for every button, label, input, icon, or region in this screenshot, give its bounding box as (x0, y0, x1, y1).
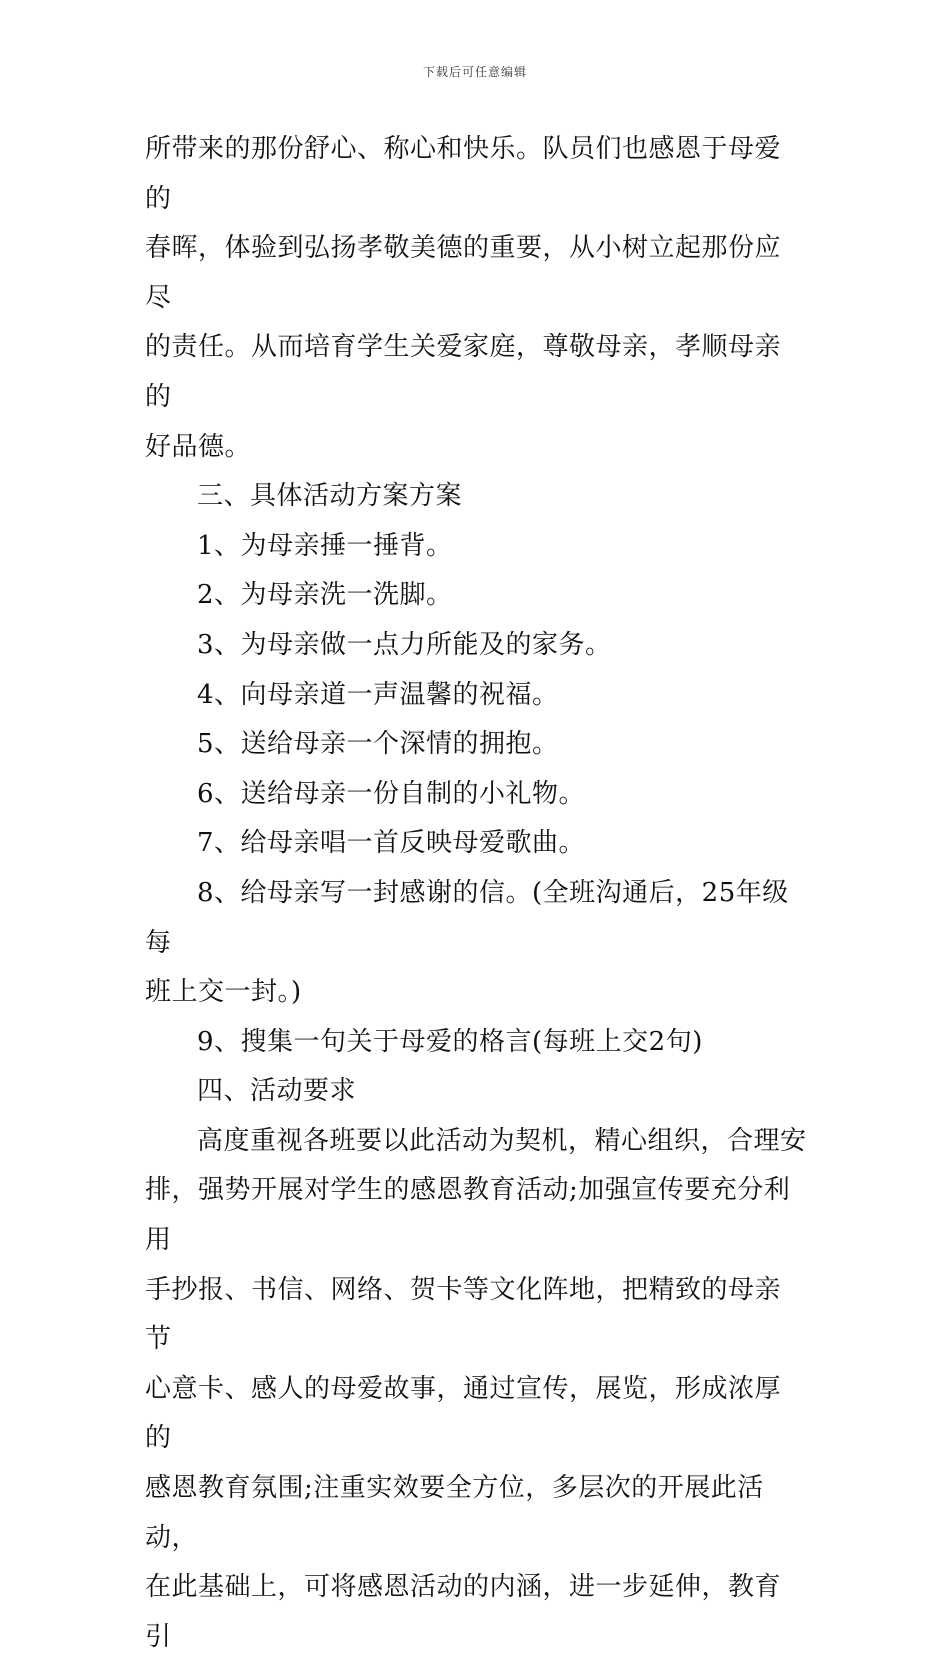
section-heading-activities: 三、具体活动方案方案 (197, 481, 463, 512)
list-item: 5、送给母亲一个深情的拥抱。 (197, 729, 559, 760)
requirements-paragraph (145, 1117, 807, 1662)
text-line: 心意卡、感人的母爱故事，通过宣传，展览，形成浓厚的 (145, 1373, 782, 1454)
text-line: 的责任。从而培育学生关爱家庭，尊敬母亲，孝顺母亲的 (145, 332, 782, 412)
section-heading-requirements: 四、活动要求 (197, 1076, 357, 1107)
list-item-letter (145, 869, 807, 1018)
text-line: 8、给母亲写一封感谢的信。(全班沟通后，25年级每 (145, 877, 789, 958)
list-item: 3、为母亲做一点力所能及的家务。 (197, 629, 612, 660)
text-line: 排，强势开展对学生的感恩教育活动;加强宣传要充分利用 (145, 1175, 791, 1256)
text-line: 手抄报、书信、网络、贺卡等文化阵地，把精致的母亲节 (145, 1274, 782, 1355)
text-line: 在此基础上，可将感恩活动的内涵，进一步延伸，教育引 (145, 1572, 782, 1652)
text-line: 班上交一封。) (145, 977, 302, 1008)
text-line: 所带来的那份舒心、称心和快乐。队员们也感恩于母爱的 (145, 134, 782, 214)
document-body (145, 125, 807, 1662)
list-item: 1、为母亲捶一捶背。 (197, 530, 453, 561)
page-header-note: 下载后可任意编辑 (422, 65, 527, 79)
intro-paragraph (145, 125, 807, 472)
list-item: 2、为母亲洗一洗脚。 (197, 580, 453, 611)
list-item-quote: 9、搜集一句关于母爱的格言(每班上交2句) (197, 1026, 703, 1057)
text-line: 感恩教育氛围;注重实效要全方位，多层次的开展此活动， (145, 1473, 764, 1553)
text-line: 高度重视各班要以此活动为契机，精心组织，合理安 (197, 1125, 807, 1156)
text-line: 好品德。 (145, 431, 252, 462)
text-line: 春晖，体验到弘扬孝敬美德的重要，从小树立起那份应尽 (145, 233, 782, 313)
list-item: 7、给母亲唱一首反映母爱歌曲。 (197, 828, 586, 859)
list-item: 6、送给母亲一份自制的小礼物。 (197, 778, 586, 809)
list-item: 4、向母亲道一声温馨的祝福。 (197, 679, 559, 710)
